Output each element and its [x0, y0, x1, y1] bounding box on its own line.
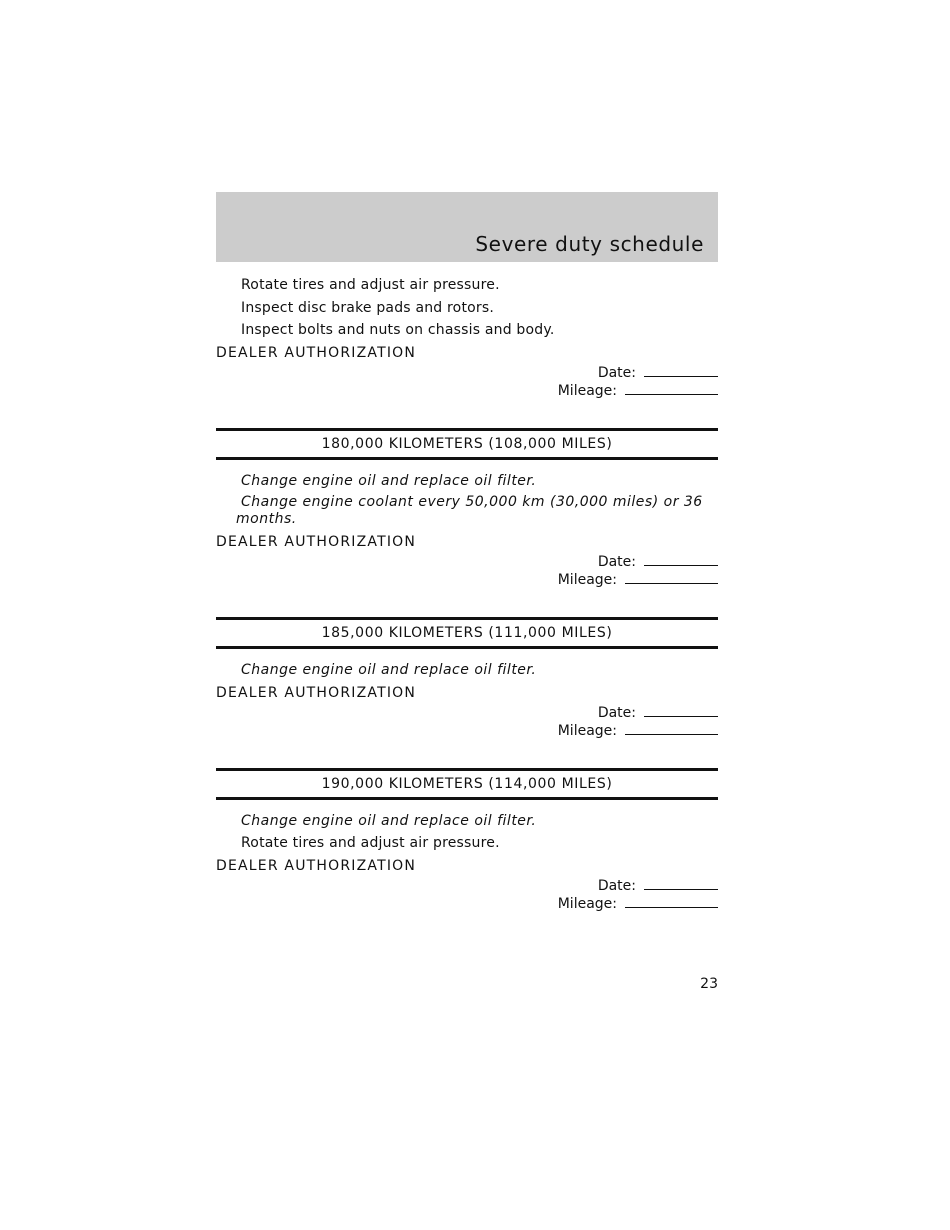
date-signature-line[interactable]	[644, 364, 718, 377]
list-item: Change engine oil and replace oil filter.	[241, 662, 537, 678]
date-signature-line[interactable]	[644, 704, 718, 717]
interval-heading: 190,000 KILOMETERS (114,000 MILES)	[216, 768, 718, 800]
date-signature-line[interactable]	[644, 553, 718, 566]
mileage-row	[216, 382, 718, 400]
date-signature-line[interactable]	[644, 877, 718, 890]
list-item: Change engine oil and replace oil filter.	[241, 812, 537, 829]
page-title: Severe duty schedule	[475, 232, 704, 256]
date-label: Date:	[597, 364, 636, 381]
mileage-row	[216, 895, 718, 913]
list-item: Inspect bolts and nuts on chassis and body.	[241, 322, 555, 338]
dealer-authorization-label: DEALER AUTHORIZATION	[216, 684, 417, 701]
interval-section-180000	[216, 428, 718, 590]
list-item: Rotate tires and adjust air pressure.	[241, 835, 500, 851]
date-row	[216, 364, 718, 382]
top-section	[216, 274, 718, 400]
mileage-row	[216, 722, 718, 740]
list-item: Inspect disc brake pads and rotors.	[241, 299, 494, 316]
list-item: Change engine oil and replace oil filter.	[241, 472, 537, 489]
interval-section-190000	[216, 768, 718, 913]
dealer-authorization-label: DEALER AUTHORIZATION	[216, 344, 417, 361]
date-label: Date:	[597, 554, 636, 570]
dealer-authorization-label: DEALER AUTHORIZATION	[216, 534, 417, 550]
mileage-label: Mileage:	[557, 895, 617, 912]
mileage-label: Mileage:	[557, 382, 617, 399]
mileage-label: Mileage:	[557, 572, 617, 588]
date-row	[216, 553, 718, 571]
date-row	[216, 704, 718, 722]
interval-heading: 180,000 KILOMETERS (108,000 MILES)	[216, 428, 718, 460]
mileage-row	[216, 571, 718, 589]
page-content	[216, 192, 718, 913]
list-item: Rotate tires and adjust air pressure.	[241, 277, 500, 293]
date-label: Date:	[597, 704, 636, 721]
mileage-signature-line[interactable]	[625, 382, 718, 395]
mileage-signature-line[interactable]	[625, 722, 718, 735]
date-row	[216, 877, 718, 895]
mileage-signature-line[interactable]	[625, 571, 718, 584]
mileage-signature-line[interactable]	[625, 895, 718, 908]
interval-heading: 185,000 KILOMETERS (111,000 MILES)	[216, 617, 718, 649]
section-header-band	[216, 192, 718, 262]
interval-section-185000	[216, 617, 718, 740]
page-number: 23	[700, 976, 718, 992]
mileage-label: Mileage:	[557, 722, 617, 739]
list-item: Change engine coolant every 50,000 km (30,000 miles) or 36 months.	[236, 494, 703, 527]
date-label: Date:	[597, 877, 636, 894]
dealer-authorization-label: DEALER AUTHORIZATION	[216, 857, 417, 874]
